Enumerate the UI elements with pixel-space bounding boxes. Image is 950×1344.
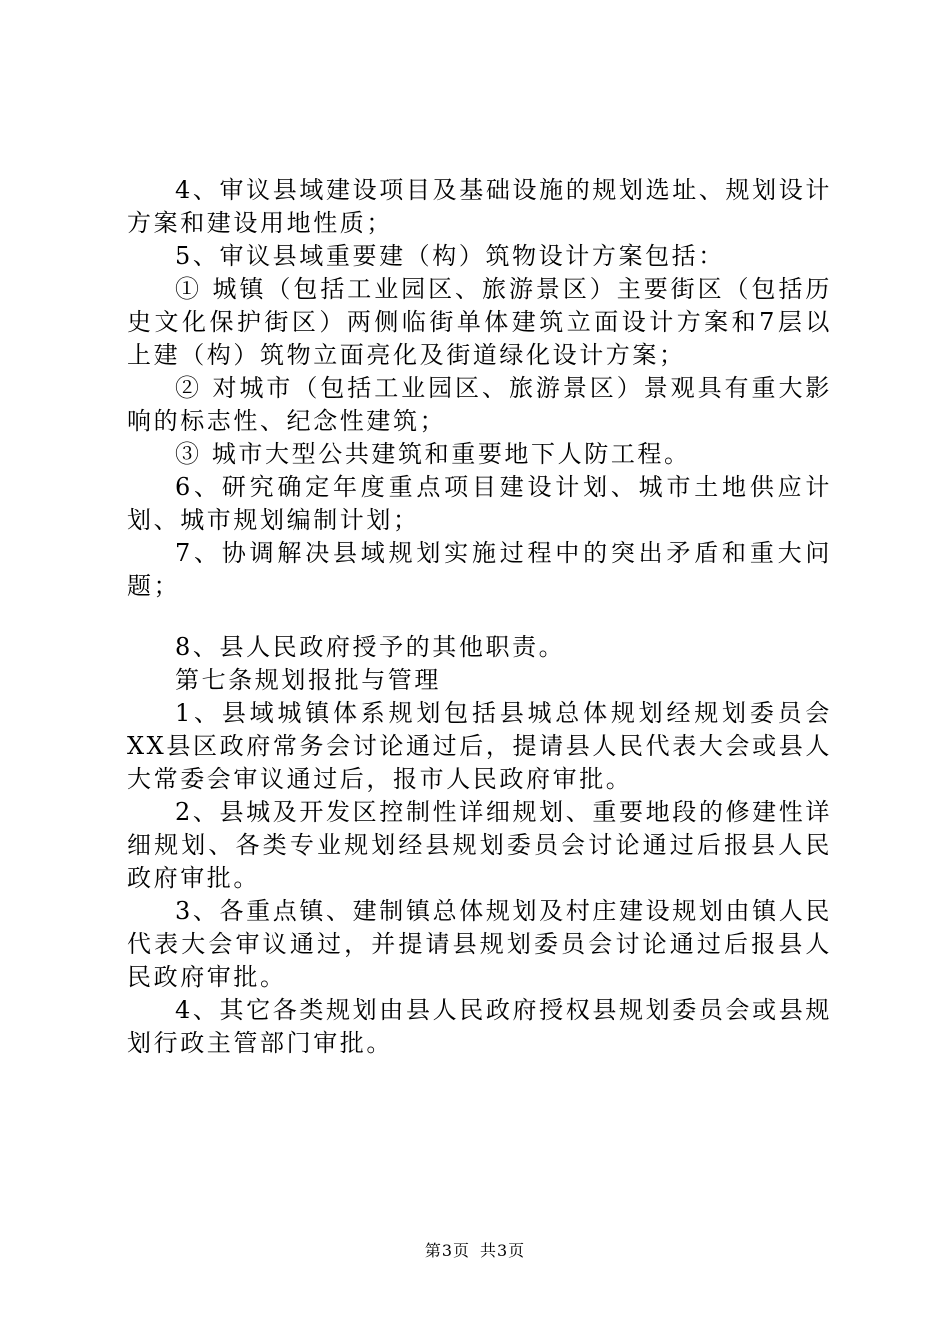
paragraph-item-7: 7、协调解决县域规划实施过程中的突出矛盾和重大问题；	[127, 539, 832, 600]
page-number-total: 共3页	[480, 1241, 526, 1260]
paragraph-subitem-2: ② 对城市（包括工业园区、旅游景区）景观具有重大影响的标志性、纪念性建筑；	[127, 374, 832, 435]
page-footer	[0, 1238, 950, 1261]
page-number-current: 第3页	[424, 1241, 470, 1260]
paragraph-item-8: 8、县人民政府授予的其他职责。	[175, 633, 566, 661]
paragraph-approval-2: 2、县城及开发区控制性详细规划、重要地段的修建性详细规划、各类专业规划经县规划委员会讨论通过后报县人民政府审批。	[127, 798, 832, 892]
paragraph-item-6: 6、研究确定年度重点项目建设计划、城市土地供应计划、城市规划编制计划；	[127, 473, 832, 534]
paragraph-item-4: 4、审议县域建设项目及基础设施的规划选址、规划设计方案和建设用地性质；	[127, 176, 832, 237]
paragraph-subitem-3: ③ 城市大型公共建筑和重要地下人防工程。	[175, 440, 691, 468]
paragraph-approval-3: 3、各重点镇、建制镇总体规划及村庄建设规划由镇人民代表大会审议通过，并提请县规划委员会讨论通过后报县人民政府审批。	[127, 897, 832, 991]
paragraph-approval-1: 1、县域城镇体系规划包括县城总体规划经规划委员会XX县区政府常务会讨论通过后，提请县人民代表大会或县人大常委会审议通过后，报市人民政府审批。	[127, 699, 832, 793]
paragraph-approval-4: 4、其它各类规划由县人民政府授权县规划委员会或县规划行政主管部门审批。	[127, 996, 832, 1057]
section-heading-article-7: 第七条规划报批与管理	[175, 666, 441, 694]
document-body	[127, 174, 832, 1060]
paragraph-item-5: 5、审议县域重要建（构）筑物设计方案包括：	[175, 242, 725, 270]
paragraph-subitem-1: ① 城镇（包括工业园区、旅游景区）主要街区（包括历史文化保护街区）两侧临街单体建筑立面设计方案和7层以上建（构）筑物立面亮化及街道绿化设计方案；	[127, 275, 832, 369]
